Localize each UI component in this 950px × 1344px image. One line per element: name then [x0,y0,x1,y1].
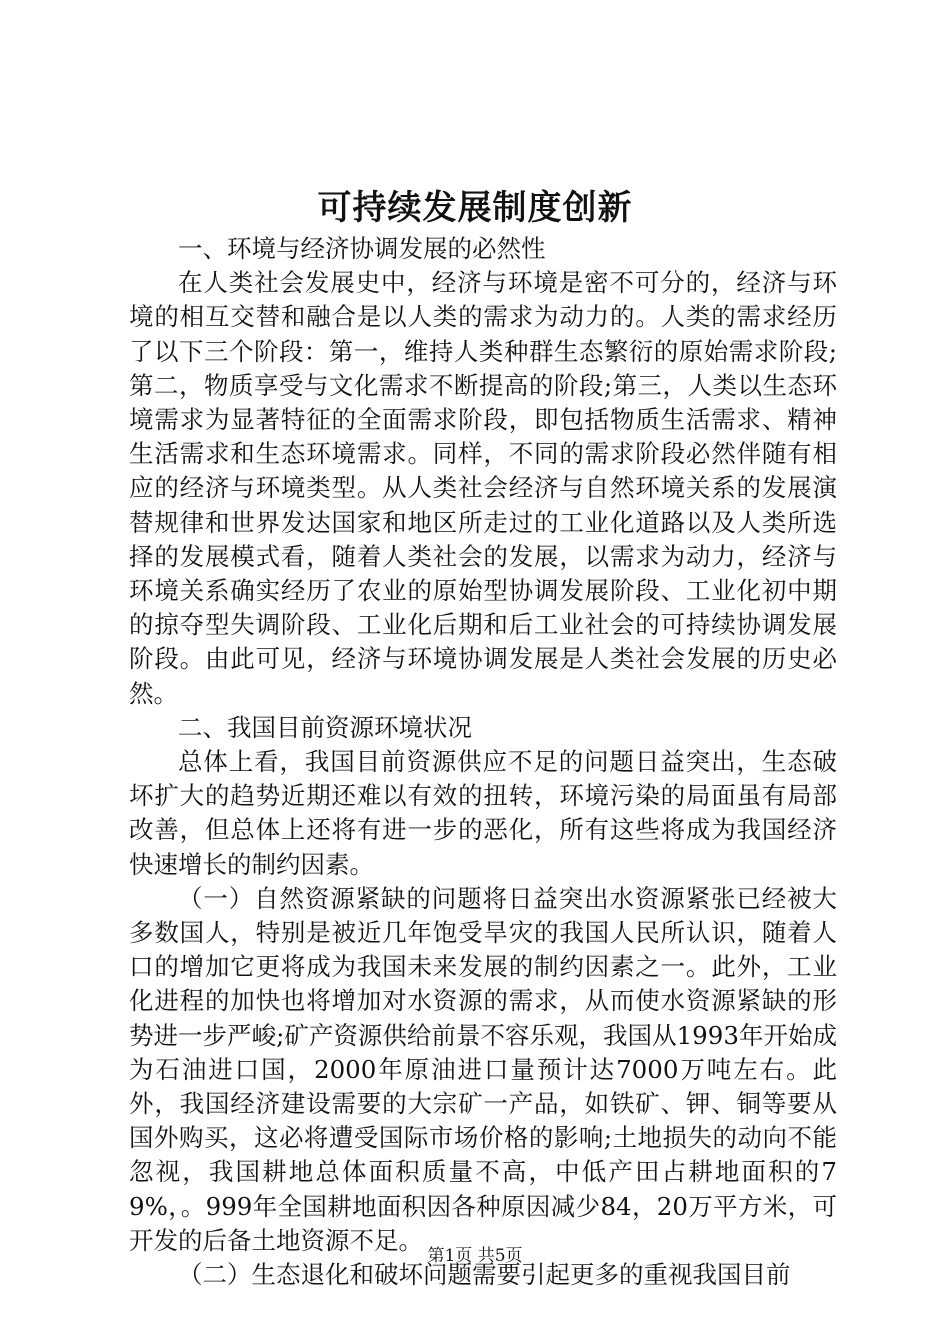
paragraph-1: 在人类社会发展史中，经济与环境是密不可分的，经济与环境的相互交替和融合是以人类的需求为动力的。人类的需求经历了以下三个阶段：第一，维持人类种群生态繁衍的原始需求阶段;第二，物质享受与文化需求不断提高的阶段;第三，人类以生态环境需求为显著特征的全面需求阶段，即包括物质生活需求、精神生活需求和生态环境需求。同样，不同的需求阶段必然伴随有相应的经济与环境类型。从人类社会经济与自然环境关系的发展演替规律和世界发达国家和地区所走过的工业化道路以及人类所选择的发展模式看，随着人类社会的发展，以需求为动力，经济与环境关系确实经历了农业的原始型协调发展阶段、工业化初中期的掠夺型失调阶段、工业化后期和后工业社会的可持续协调发展阶段。由此可见，经济与环境协调发展是人类社会发展的历史必然。 [129,268,837,708]
document-title: 可持续发展制度创新 [317,188,633,228]
paragraph-4: （二）生态退化和破坏问题需要引起更多的重视我国目前 [178,1260,791,1290]
paragraph-3: （一）自然资源紧缺的问题将日益突出水资源紧张已经被大多数国人，特别是被近几年饱受旱灾的我国人民所认识，随着人口的增加它更将成为我国未来发展的制约因素之一。此外，工业化进程的加快也将增加对水资源的需求，从而使水资源紧缺的形势进一步严峻;矿产资源供给前景不容乐观，我国从1993年开始成为石油进口国，2000年原油进口量预计达7000万吨左右。此外，我国经济建设需要的大宗矿一产品，如铁矿、钾、铜等要从国外购买，这必将遭受国际市场价格的影响;土地损失的动向不能忽视，我国耕地总体面积质量不高，中低产田占耕地面积的79%，。999年全国耕地面积因各种原因减少84，20万平方米，可开发的后备土地资源不足。 [129,883,837,1255]
section-heading-1: 一、环境与经济协调发展的必然性 [178,234,546,263]
page-footer: 第1页 共5页 [427,1246,523,1266]
paragraph-2: 总体上看，我国目前资源供应不足的问题日益突出，生态破坏扩大的趋势近期还难以有效的扭转，环境污染的局面虽有局部改善，但总体上还将有进一步的恶化，所有这些将成为我国经济快速增长的制约因素。 [129,747,837,879]
section-heading-2: 二、我国目前资源环境状况 [178,712,472,742]
document-body [129,232,837,1292]
